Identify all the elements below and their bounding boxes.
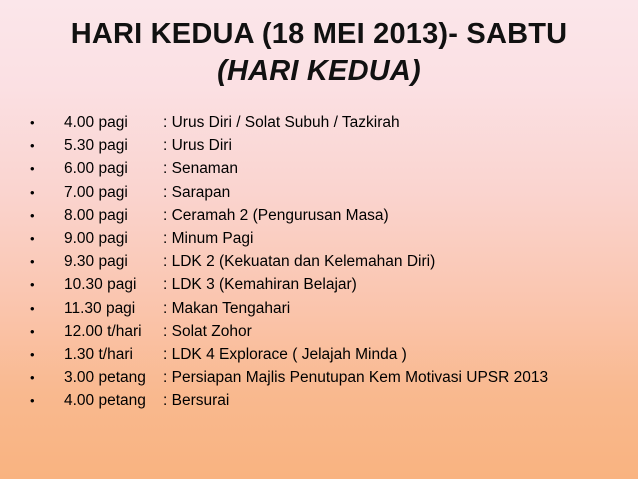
bullet-icon: • xyxy=(30,115,35,130)
bullet-icon: • xyxy=(30,346,35,362)
schedule-time: 7.00 pagi xyxy=(64,183,128,201)
schedule-time: 3.00 petang xyxy=(64,369,146,387)
schedule-activity: : Makan Tengahari xyxy=(163,299,291,317)
bullet-icon: • xyxy=(30,393,35,409)
slide-title-line-2: (HARI KEDUA) xyxy=(217,55,421,87)
schedule-time: 4.00 petang xyxy=(64,392,146,410)
bullet-icon: • xyxy=(30,323,35,339)
schedule-time: 12.00 t/hari xyxy=(64,322,142,340)
schedule-activity: : Sarapan xyxy=(163,183,231,201)
schedule-activity: : LDK 3 (Kemahiran Belajar) xyxy=(163,276,357,294)
schedule-activity: : Minum Pagi xyxy=(163,229,254,247)
bullet-icon: • xyxy=(30,207,35,223)
bullet-icon: • xyxy=(30,370,35,386)
schedule-time: 9.30 pagi xyxy=(64,253,128,271)
slide-title-line-1: HARI KEDUA (18 MEI 2013)- SABTU xyxy=(70,18,568,50)
schedule-time: 1.30 t/hari xyxy=(64,345,133,363)
schedule-time: 5.30 pagi xyxy=(64,137,128,155)
schedule-activity: : Senaman xyxy=(163,160,238,178)
bullet-icon: • xyxy=(30,254,35,270)
schedule-time: 6.00 pagi xyxy=(64,160,128,178)
schedule-time: 10.30 pagi xyxy=(64,276,137,294)
bullet-icon: • xyxy=(30,277,35,293)
schedule-activity: : Urus Diri xyxy=(163,137,232,155)
schedule-activity: : LDK 4 Explorace ( Jelajah Minda ) xyxy=(163,345,407,363)
schedule-time: 11.30 pagi xyxy=(64,299,136,317)
schedule-activity: : Persiapan Majlis Penutupan Kem Motivasi UPSR 2013 xyxy=(163,369,549,387)
schedule-time: 9.00 pagi xyxy=(64,229,128,247)
bullet-icon: • xyxy=(30,161,35,177)
bullet-icon: • xyxy=(30,138,35,154)
schedule-activity: : Bersurai xyxy=(163,392,230,410)
bullet-icon: • xyxy=(30,184,35,200)
schedule-activity: : Solat Zohor xyxy=(163,322,252,340)
schedule-activity: : LDK 2 (Kekuatan dan Kelemahan Diri) xyxy=(163,253,436,271)
schedule-activity: : Ceramah 2 (Pengurusan Masa) xyxy=(163,206,389,224)
schedule-time: 8.00 pagi xyxy=(64,206,128,224)
slide-title xyxy=(0,16,638,90)
schedule-time: 4.00 pagi xyxy=(64,114,128,131)
schedule-activity: : Urus Diri / Solat Subuh / Tazkirah xyxy=(163,114,400,131)
bullet-icon: • xyxy=(30,300,35,316)
bullet-icon: • xyxy=(30,230,35,246)
